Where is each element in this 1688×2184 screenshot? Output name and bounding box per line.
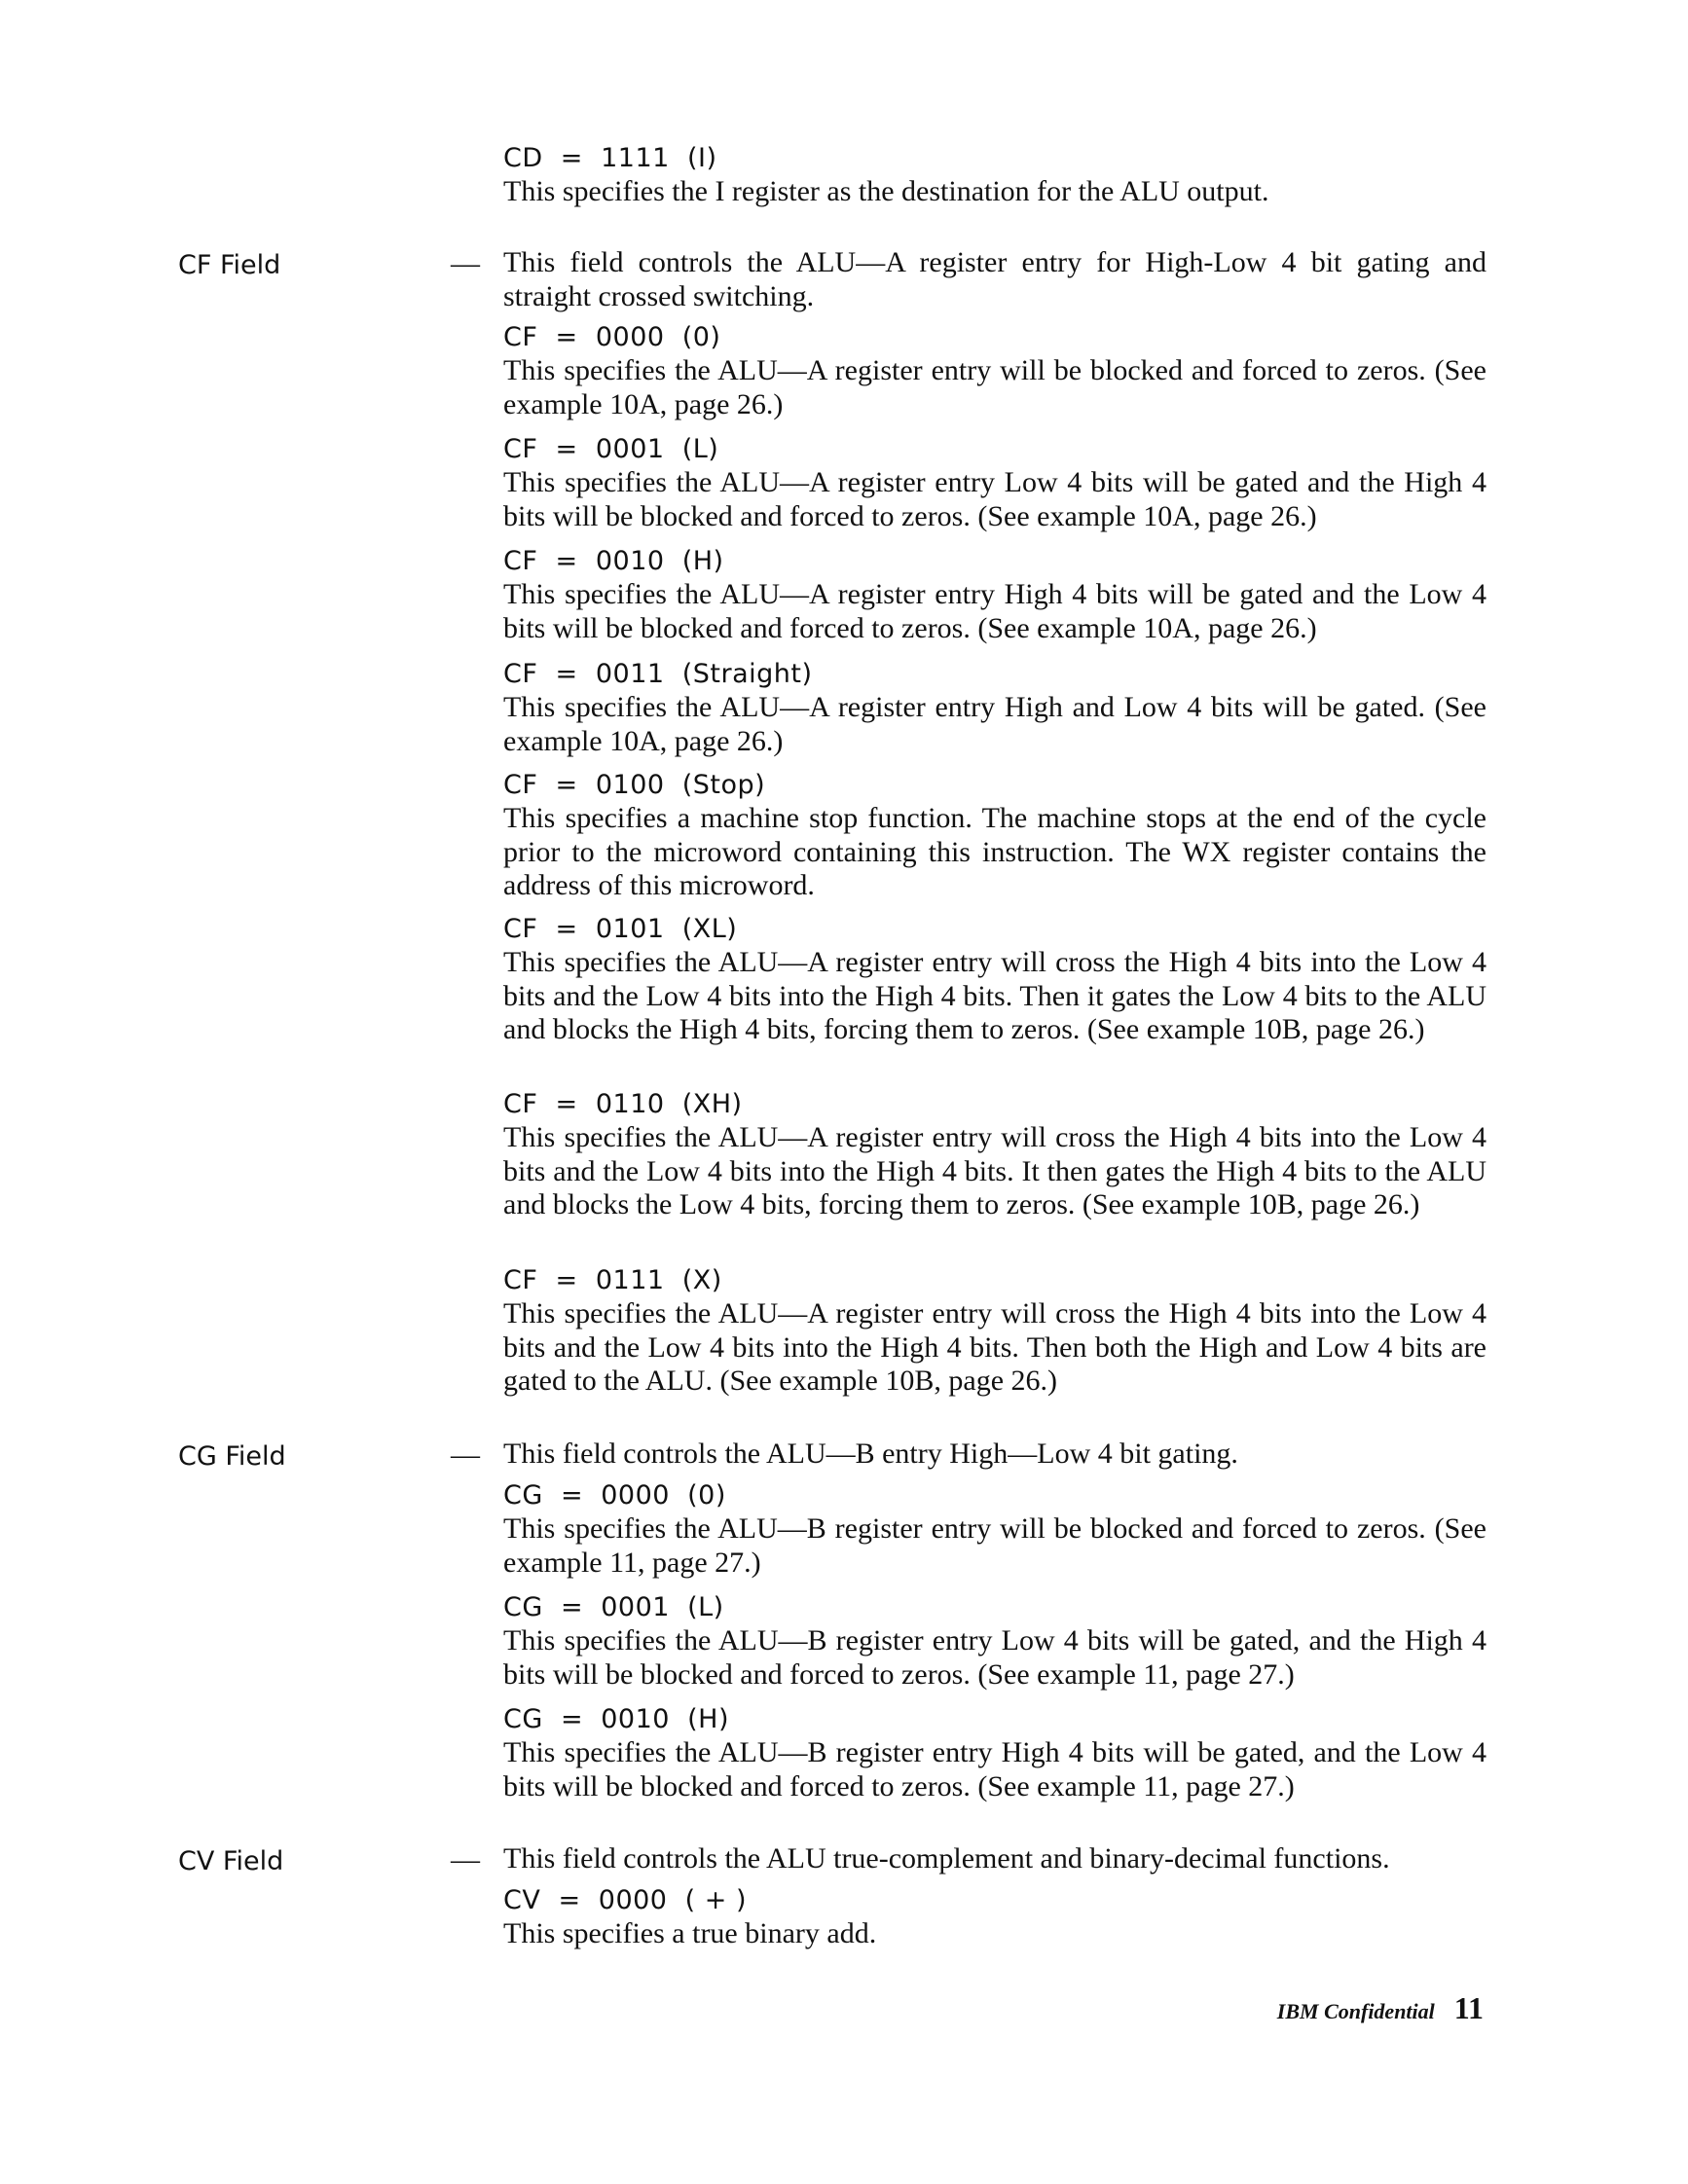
- entry-description: This specifies the ALU—A register entry High 4 bits will be gated and the Low 4 bits will be blocked and forced to zeros. (See example 10A, page 26.): [503, 578, 1486, 644]
- entry-code: CF = 0100 (Stop): [503, 770, 766, 800]
- cg-field-dash: —: [451, 1438, 480, 1471]
- entry-code: CG = 0001 (L): [503, 1592, 724, 1622]
- entry-code: CF = 0001 (L): [503, 434, 719, 464]
- entry-cf-0010: [503, 545, 1486, 645]
- entry-code: CG = 0000 (0): [503, 1480, 726, 1511]
- entry-cf-0110: [503, 1088, 1486, 1222]
- entry-cg-0010: [503, 1703, 1486, 1803]
- entry-description: This specifies the ALU—B register entry Low 4 bits will be gated, and the High 4 bits will be blocked and forced to zeros. (See example 11, page 27.): [503, 1624, 1486, 1691]
- entry-code: CF = 0010 (H): [503, 546, 724, 576]
- entry-code: CG = 0010 (H): [503, 1704, 729, 1734]
- entry-description: This specifies the ALU—A register entry will cross the High 4 bits into the Low 4 bits and the Low 4 bits into the High 4 bits. It then gates the High 4 bits to the ALU and blocks the Low 4 bits, forcing them to zeros. (See example 10B, page 26.): [503, 1121, 1486, 1220]
- cg-field-label: CG Field: [178, 1441, 286, 1472]
- cf-field-intro: [503, 246, 1486, 313]
- entry-code: CD = 1111 (I): [503, 143, 717, 173]
- entry-description: This specifies the ALU—B register entry will be blocked and forced to zeros. (See example 11, page 27.): [503, 1512, 1486, 1579]
- cf-field-dash: —: [451, 247, 480, 279]
- entry-code: CF = 0101 (XL): [503, 914, 738, 944]
- entry-cv-0000: [503, 1884, 1486, 1951]
- entry-description: This specifies the ALU—A register entry will cross the High 4 bits into the Low 4 bits and the Low 4 bits into the High 4 bits. Then both the High and Low 4 bits are gated to the ALU. (See example 10B, page 26.): [503, 1297, 1486, 1397]
- entry-code: CF = 0111 (X): [503, 1265, 722, 1295]
- page-footer: [1277, 1990, 1484, 2026]
- entry-code: CF = 0110 (XH): [503, 1089, 743, 1119]
- entry-code: CF = 0011 (Straight): [503, 659, 813, 689]
- entry-cg-0001: [503, 1591, 1486, 1692]
- entry-description: This specifies the ALU—A register entry High and Low 4 bits will be gated. (See example 10A, page 26.): [503, 691, 1486, 757]
- cv-field-intro: [503, 1842, 1486, 1876]
- entry-description: This specifies the ALU—A register entry will cross the High 4 bits into the Low 4 bits and the Low 4 bits into the High 4 bits. Then it gates the Low 4 bits to the ALU and blocks the High 4 bits, forcing them to zeros. (See example 10B, page 26.): [503, 946, 1486, 1045]
- entry-cf-0101: [503, 913, 1486, 1047]
- field-intro-text: This field controls the ALU true-complement and binary-decimal functions.: [503, 1842, 1390, 1875]
- entry-description: This specifies a machine stop function. The machine stops at the end of the cycle prior to the microword containing this instruction. The WX register contains the address of this microword.: [503, 802, 1486, 901]
- cv-field-dash: —: [451, 1843, 480, 1875]
- entry-cf-0000: [503, 321, 1486, 421]
- entry-cg-0000: [503, 1479, 1486, 1580]
- page-number: 11: [1453, 1990, 1484, 2025]
- entry-description: This specifies the I register as the destination for the ALU output.: [503, 175, 1269, 207]
- entry-description: This specifies a true binary add.: [503, 1917, 877, 1949]
- field-intro-text: This field controls the ALU—B entry High—Low 4 bit gating.: [503, 1438, 1238, 1470]
- entry-description: This specifies the ALU—A register entry Low 4 bits will be gated and the High 4 bits will be blocked and forced to zeros. (See example 10A, page 26.): [503, 466, 1486, 532]
- entry-description: This specifies the ALU—A register entry will be blocked and forced to zeros. (See example 10A, page 26.): [503, 354, 1486, 420]
- entry-cf-0011: [503, 658, 1486, 758]
- cv-field-label: CV Field: [178, 1846, 284, 1876]
- entry-description: This specifies the ALU—B register entry High 4 bits will be gated, and the Low 4 bits will be blocked and forced to zeros. (See example 11, page 27.): [503, 1736, 1486, 1802]
- entry-cf-0001: [503, 433, 1486, 533]
- entry-cd-1111: [503, 142, 1486, 209]
- field-intro-text: This field controls the ALU—A register entry for High-Low 4 bit gating and straight crossed switching.: [503, 246, 1486, 312]
- entry-cf-0111: [503, 1264, 1486, 1399]
- entry-code: CF = 0000 (0): [503, 322, 721, 352]
- cf-field-label: CF Field: [178, 250, 281, 280]
- entry-cf-0100: [503, 769, 1486, 903]
- confidential-notice: IBM Confidential: [1276, 1999, 1435, 2023]
- cg-field-intro: [503, 1438, 1486, 1472]
- entry-code: CV = 0000 ( + ): [503, 1885, 748, 1915]
